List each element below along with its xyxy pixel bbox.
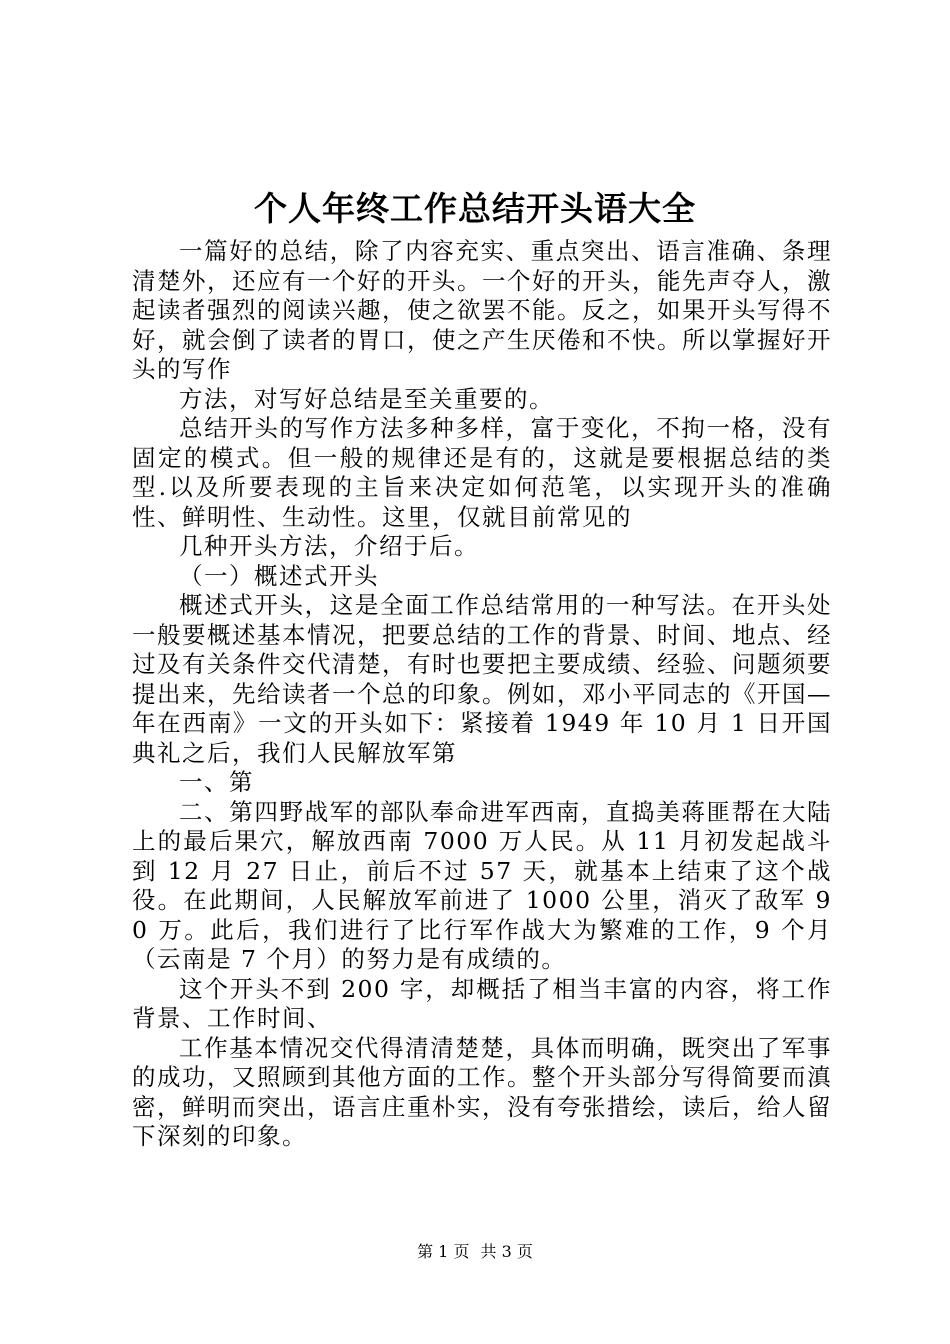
paragraph: 一篇好的总结，除了内容充实、重点突出、语言准确、条理清楚外，还应有一个好的开头。一个好的开头，能先声夺人，激起读者强烈的阅读兴趣，使之欲罢不能。反之，如果开头写得不好，就会倒了读者的胃口，使之产生厌倦和不快。所以掌握好开头的写作 (132, 237, 832, 383)
paragraph: 总结开头的写作方法多种多样，富于变化，不拘一格，没有固定的模式。但一般的规律还是有的，这就是要根据总结的类型.以及所要表现的主旨来决定如何范笔，以实现开头的准确性、鲜明性、生动性。这里，仅就目前常见的 (132, 414, 832, 531)
paragraph: 概述式开头，这是全面工作总结常用的一种写法。在开头处一般要概述基本情况，把要总结的工作的背景、时间、地点、经过及有关条件交代清楚，有时也要把主要成绩、经验、问题须要提出来，先给读者一个总的印象。例如，邓小平同志的《开国—年在西南》一文的开头如下：紧接着 1949 年 10 月 1 日开国典礼之后，我们人民解放军第 (132, 591, 832, 767)
paragraph: 一、第 (179, 768, 254, 796)
paragraph: 几种开头方法，介绍于后。 (179, 532, 479, 560)
paragraph: 工作基本情况交代得清清楚楚，具体而明确，既突出了军事的成功，又照顾到其他方面的工作。整个开头部分写得简要而滇密，鲜明而突出，语言庄重朴实，没有夸张措绘，读后，给人留下深刻的印象。 (132, 1033, 832, 1150)
paragraph: 方法，对写好总结是至关重要的。 (179, 384, 554, 413)
page-number: 第 1 页 (417, 1242, 470, 1261)
page-total: 共 3 页 (480, 1242, 533, 1261)
page-title: 个人年终工作总结开头语大全 (254, 189, 696, 228)
section-heading: （一）概述式开头 (179, 561, 379, 590)
document-body (132, 237, 832, 1152)
page-footer (0, 1241, 950, 1263)
paragraph: 这个开头不到 200 字，却概括了相当丰富的内容，将工作背景、工作时间、 (132, 974, 832, 1032)
paragraph: 二、第四野战军的部队奉命进军西南，直捣美蒋匪帮在大陆上的最后果穴，解放西南 7000 万人民。从 11 月初发起战斗到 12 月 27 日止，前后不过 57 天，就基本上结束了这个战役。在此期间，人民解放军前进了 1000 公里，消灭了敌军 90 万。此后，我们进行了比行军作战大为繁难的工作，9 个月（云南是 7 个月）的努力是有成绩的。 (132, 797, 832, 973)
